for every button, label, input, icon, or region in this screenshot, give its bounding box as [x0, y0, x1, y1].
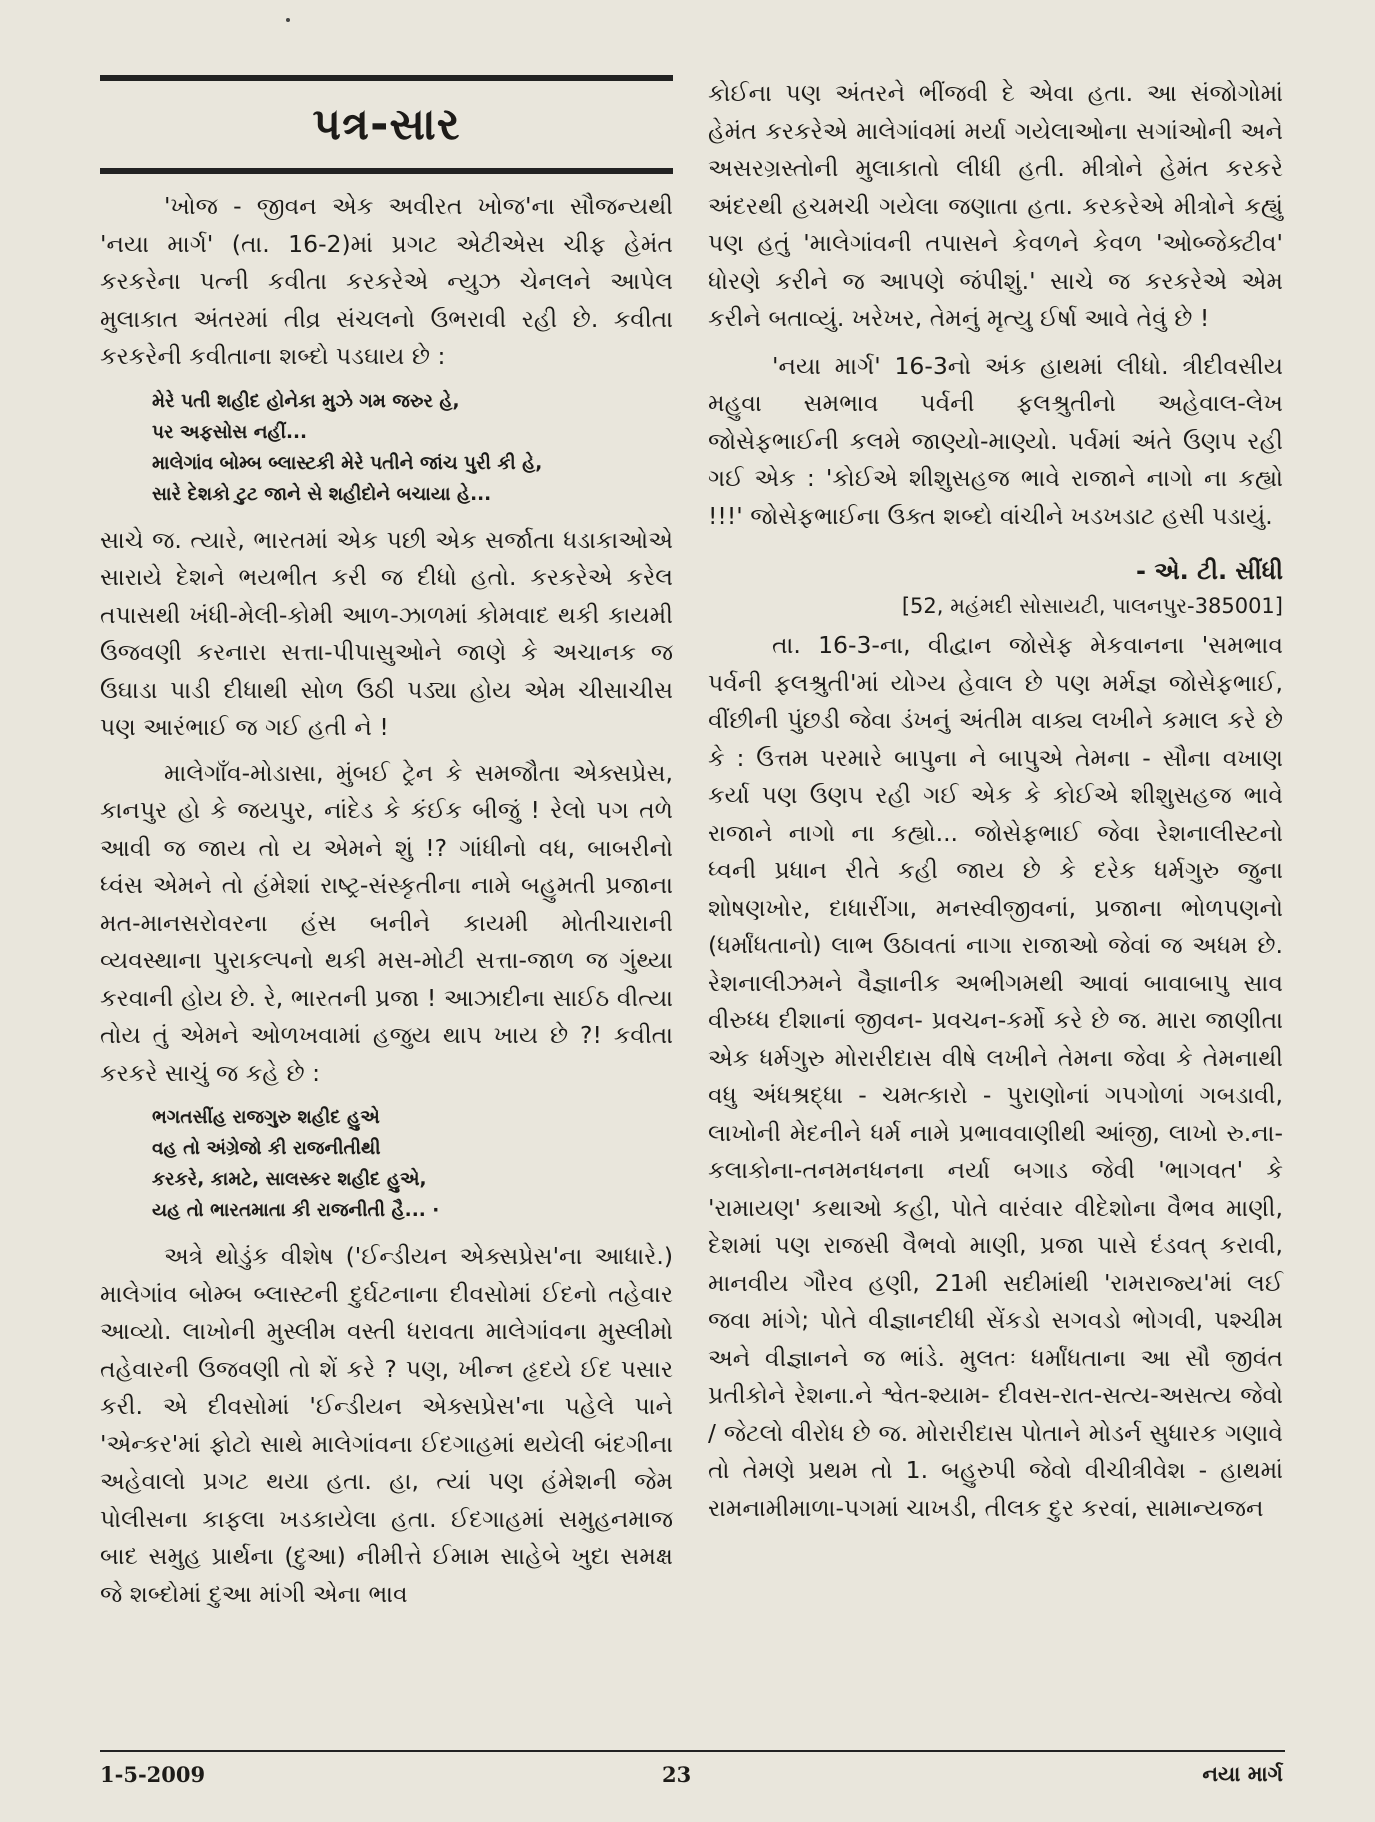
section-title: પત્ર-સાર [312, 99, 461, 150]
poem-karkare-2 [152, 1102, 673, 1226]
letter1-paragraph-5: કોઈના પણ અંતરને ભીંજવી દે એવા હતા. આ સંજોગોમાં હેમંત કરકરેએ માલેગાંવમાં મર્યા ગયેલાઓના સગાંઓની અને અસરગ્રસ્તોની મુલાકાતો લીધી હતી. મીત્રોને હેમંત કરકરે અંદરથી હચમચી ગયેલા જણાતા હતા. કરકરેએ મીત્રોને કહ્યું પણ હતું 'માલેગાંવની તપાસને કેવળને કેવળ 'ઓબ્જેક્ટીવ' ધોરણે કરીને જ આપણે જંપીશું.' સાચે જ કરકરેએ એમ કરીને બતાવ્યું. ખરેખર, તેમનું મૃત્યુ ઈર્ષા આવે તેવું છે ! [708, 79, 1283, 332]
issue-date: 1-5-2009 [100, 1762, 206, 1787]
title-top-rule [100, 75, 673, 81]
poem-line: કરકરે, કામટે, સાલસ્કર શહીદ હુએ, [152, 1169, 427, 1190]
poem-karkare-1 [152, 386, 673, 510]
poem-line: ભગતસીંહ રાજગુરુ શહીદ હુએ [152, 1107, 380, 1128]
poem-line: પર અફસોસ નહીં... [152, 421, 308, 443]
left-column [100, 75, 673, 1613]
poem-line: વહ તો અંગ્રેજો કી રાજનીતીથી [152, 1138, 381, 1159]
poem-line: સારે દેશકો ટુટ જાને સે શહીદોને બચાયા હે... [152, 483, 492, 505]
author-signature: - એ. ટી. સીંધી [1136, 557, 1283, 585]
letter1-paragraph-4: અત્રે થોડુંક વીશેષ ('ઈન્ડીયન એક્સપ્રેસ'ના આધારે.) માલેગાંવ બોમ્બ બ્લાસ્ટની દુર્ઘટનાના દીવસોમાં ઈદનો તહેવાર આવ્યો. લાખોની મુસ્લીમ વસ્તી ધરાવતા માલેગાંવના મુસ્લીમો તહેવારની ઉજવણી તો શેં કરે ? પણ, ખીન્ન હૃદયે ઈદ પસાર કરી. એ દીવસોમાં 'ઈન્ડીયન એક્સપ્રેસ'ના પહેલે પાને 'એન્કર'માં ફોટો સાથે માલેગાંવના ઈદગાહમાં થયેલી બંદગીના અહેવાલો પ્રગટ થયા હતા. હા, ત્યાં પણ હંમેશની જેમ પોલીસના કાફલા ખડકાયેલા હતા. ઈદગાહમાં સમુહનમાજ બાદ સમુહ પ્રાર્થના (દુઆ) નીમીત્તે ઈમામ સાહેબે ખુદા સમક્ષ જે શબ્દોમાં દુઆ માંગી એના ભાવ [100, 1242, 673, 1608]
page-number: 23 [662, 1762, 692, 1787]
right-column [708, 75, 1283, 1527]
ink-speck [286, 18, 290, 22]
magazine-name: નયા માર્ગ [1202, 1762, 1283, 1786]
letter1-paragraph-2: સાચે જ. ત્યારે, ભારતમાં એક પછી એક સર્જાતા ધડાકાઓએ સારાયે દેશને ભયભીત કરી જ દીધો હતો. કરકરેએ કરેલ તપાસથી ખંધી-મેલી-કોમી આળ-ઝાળમાં કોમવાદ થકી કાયમી ઉજવણી કરનારા સત્તા-પીપાસુઓને જાણે કે અચાનક જ ઉઘાડા પાડી દીધાથી સોળ ઉઠી પડ્યા હોય એમ ચીસાચીસ પણ આરંભાઈ જ ગઈ હતી ને ! [100, 525, 673, 741]
letter1-paragraph-3: માલેગાઁવ-મોડાસા, મુંબઈ ટ્રેન કે સમજૌતા એક્સપ્રેસ, કાનપુર હો કે જયપુર, નાંદેડ કે કંઈક બીજું ! રેલો પગ તળે આવી જ જાય તો ય એમને શું !? ગાંધીનો વધ, બાબરીનો ધ્વંસ એમને તો હંમેશાં રાષ્ટ્ર-સંસ્કૃતીના નામે બહુમતી પ્રજાના મત-માનસરોવરના હંસ બનીને કાયમી મોતીચારાની વ્યવસ્થાના પુરાકલ્પનો થકી મસ-મોટી સત્તા-જાળ જ ગુંથ્યા કરવાની હોય છે. રે, ભારતની પ્રજા ! આઝાદીના સાઈઠ વીત્યા તોય તું એમને ઓળખવામાં હજુય થાપ ખાય છે ?! કવીતા કરકરે સાચું જ કહે છે : [100, 758, 673, 1087]
author-address: [52, મહંમદી સોસાયટી, પાલનપુર-385001] [901, 594, 1283, 618]
poem-line: મેરે પતી શહીદ હોનેકા મુઝે ગમ જરુર હે, [152, 390, 460, 412]
poem-line: માલેગાંવ બોમ્બ બ્લાસ્ટકી મેરે પતીને જાંચ પુરી કી હે, [152, 452, 543, 474]
footer-rule [100, 1750, 1285, 1752]
poem-line: યહ તો ભારતમાતા કી રાજનીતી હૈ... · [152, 1200, 440, 1221]
letter1-paragraph-1: 'ખોજ - જીવન એક અવીરત ખોજ'ના સૌજન્યથી 'નયા માર્ગ' (તા. 16-2)માં પ્રગટ એટીએસ ચીફ હેમંત કરકરેના પત્ની કવીતા કરકરેએ ન્યુઝ ચેનલને આપેલ મુલાકાત અંતરમાં તીવ્ર સંચલનો ઉભરાવી રહી છે. કવીતા કરકરેની કવીતાના શબ્દો પડઘાય છે : [100, 192, 673, 370]
letter2-paragraph-1: તા. 16-3-ના, વીદ્વાન જોસેફ મેકવાનના 'સમભાવ પર્વની ફલશ્રુતી'માં યોગ્ય હેવાલ છે પણ મર્મજ્ઞ જોસેફભાઈ, વીંછીની પુંછડી જેવા ડંખનું અંતીમ વાક્ય લખીને કમાલ કરે છે કે : ઉત્તમ પરમારે બાપુના ને બાપુએ તેમના - સૌના વખાણ કર્યા પણ ઉણપ રહી ગઈ એક કે કોઈએ શીશુસહજ ભાવે રાજાને નાગો ના કહ્યો... જોસેફભાઈ જેવા રેશનાલીસ્ટનો ધ્વની પ્રધાન રીતે કહી જાય છે કે દરેક ધર્મગુરુ જુના શોષણખોર, દાધારીંગા, મનસ્વીજીવનાં, પ્રજાના ભોળપણનો (ધર્માંધતાનો) લાભ ઉઠાવતાં નાગા રાજાઓ જેવાં જ અધમ છે. રેશનાલીઝમને વૈજ્ઞાનીક અભીગમથી આવાં બાવાબાપુ સાવ વીરુધ્ધ દીશાનાં જીવન- પ્રવચન-કર્મો કરે છે જ. મારા જાણીતા એક ધર્મગુરુ મોરારીદાસ વીષે લખીને તેમના જેવા કે તેમનાથી વધુ અંધશ્રદ્ધા - ચમત્કારો - પુરાણોનાં ગપગોળાં ગબડાવી, લાખોની મેદનીને ધર્મ નામે પ્રભાવવાણીથી આંજી, લાખો રુ.ના-કલાકોના-તનમનધનના નર્યા બગાડ જેવી 'ભાગવત' કે 'રામાયણ' કથાઓ કહી, પોતે વારંવાર વીદેશોના વૈભવ માણી, દેશમાં પણ રાજસી વૈભવો માણી, પ્રજા પાસે દંડવત્ કરાવી, માનવીય ગૌરવ હણી, 21મી સદીમાંથી 'રામરાજ્ય'માં લઈ જવા માંગે; પોતે વીજ્ઞાનદીધી સેંકડો સગવડો ભોગવી, પશ્ચીમ અને વીજ્ઞાનને જ ભાંડે. મુલતઃ ધર્માંધતાના આ સૌ જીવંત પ્રતીકોને રેશના.ને શ્વેત-શ્યામ- દીવસ-રાત-સત્ય-અસત્ય જેવો / જેટલો વીરોધ છે જ. મોરારીદાસ પોતાને મોડર્ન સુધારક ગણાવે તો તેમણે પ્રથમ તો 1. બહુરુપી જેવો વીચીત્રીવેશ - હાથમાં રામનામીમાળા-પગમાં ચાખડી, તીલક દુર કરવાં, સામાન્યજન [708, 631, 1283, 1522]
letter1-paragraph-6: 'નયા માર્ગ' 16-3નો અંક હાથમાં લીધો. ત્રીદીવસીય મહુવા સમભાવ પર્વની ફલશ્રુતીનો અહેવાલ-લેખ જોસેફભાઈની કલમે જાણ્યો-માણ્યો. પર્વમાં અંતે ઉણપ રહી ગઈ એક : 'કોઈએ શીશુસહજ ભાવે રાજાને નાગો ના કહ્યો !!!' જોસેફભાઈના ઉક્ત શબ્દો વાંચીને ખડખડાટ હસી પડાયું. [708, 351, 1283, 530]
